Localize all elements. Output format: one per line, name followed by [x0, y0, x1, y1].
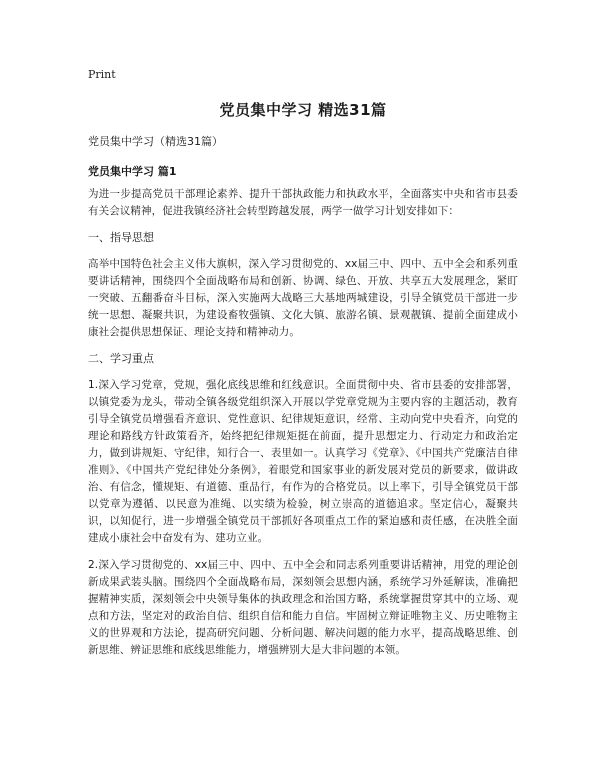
- paragraph-study-focus-1: 1.深入学习党章，党规，强化底线思维和红线意识。全面贯彻中央、省市县委的安排部署，以镇党委为龙头，带动全镇各级党组织深入开展以学党章党规为主要内容的主题活动，教育引导全镇党员增强看齐意识、党性意识、纪律规矩意识，经常、主动向党中央看齐，向党的理论和路线方针政策看齐，始终把纪律规矩挺在前面，提升思想定力、行动定力和政治定力，做到讲规矩、守纪律，知行合一、表里如一。认真学习《党章》、《中国共产党廉洁自律准则》、《中国共产党纪律处分条例》，着眼党和国家事业的新发展对党员的新要求，做讲政治、有信念，懂规矩、有道德、重品行，有作为的合格党员。以上率下，引导全镇党员干部以党章为遵循、以民意为准绳、以实绩为检验，树立崇高的道德追求。坚定信心，凝聚共识，以知促行，进一步增强全镇党员干部抓好各项重点工作的紧迫感和责任感，在决胜全面建成小康社会中奋发有为、建功立业。: [88, 379, 518, 544]
- heading-study-focus: 二、学习重点: [88, 352, 154, 365]
- document-title: 党员集中学习 精选31篇: [219, 101, 387, 119]
- heading-guiding-ideology: 一、指导思想: [88, 231, 154, 244]
- print-label: Print: [88, 68, 116, 81]
- document-page: [88, 68, 518, 669]
- paragraph-study-focus-2: 2.深入学习贯彻党的、xx届三中、四中、五中全会和同志系列重要讲话精神，用党的理论创新成果武装头脑。围绕四个全面战略布局，深刻领会思想内涵，系统学习外延解读，准确把握精神实质，深刻领会中央领导集体的执政理念和治国方略，系统掌握贯穿其中的立场、观点和方法，坚定对的政治自信、组织自信和能力自信。牢固树立辩证唯物主义、历史唯物主义的世界观和方法论，提高研究问题、分析问题、解决问题的能力水平，提高战略思维、创新思维、辨证思维和底线思维能力，增强辨别大是大非问题的本领。: [88, 559, 518, 656]
- section-title: 党员集中学习 篇1: [88, 165, 177, 178]
- paragraph-guiding-ideology: 高举中国特色社会主义伟大旗帜，深入学习贯彻党的、xx届三中、四中、五中全会和系列重要讲话精神，围绕四个全面战略布局和创新、协调、绿色、开放、共享五大发展理念，紧盯一突破、五翻番奋斗目标，深入实施两大战略三大基地两城建设，引导全镇党员干部进一步统一思想、凝聚共识，为建设畜牧强镇、文化大镇、旅游名镇、景观靓镇、提前全面建成小康社会提供思想保证、理论支持和精神动力。: [88, 258, 518, 338]
- intro-paragraph: 为进一步提高党员干部理论素养、提升干部执政能力和执政水平，全面落实中央和省市县委有关会议精神，促进我镇经济社会转型跨越发展，两学一做学习计划安排如下：: [88, 188, 518, 217]
- document-subtitle: 党员集中学习（精选31篇）: [88, 135, 223, 148]
